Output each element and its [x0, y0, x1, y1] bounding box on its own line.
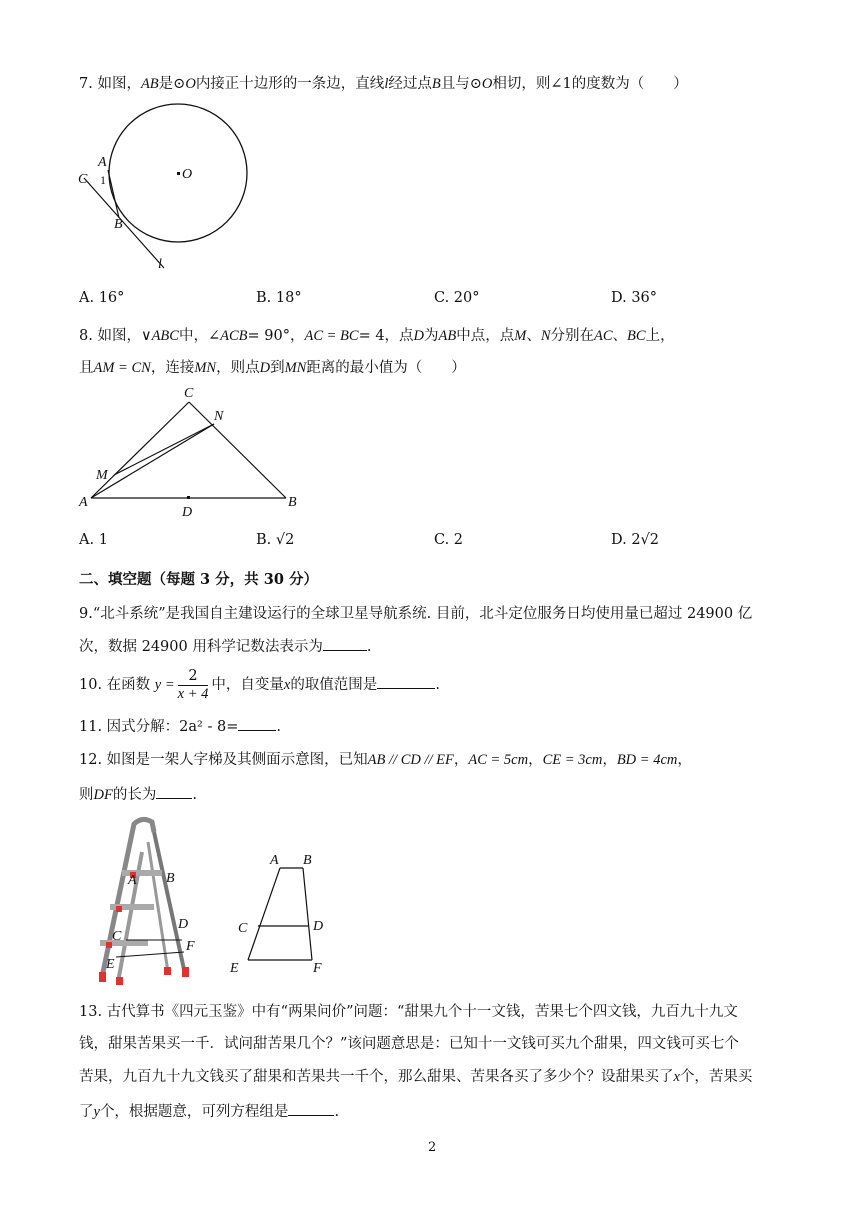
q9-text: . [366, 639, 372, 655]
q10-answer-blank[interactable] [377, 674, 435, 689]
q7-text: 是⊙ [158, 76, 186, 92]
q10-text: . [435, 677, 440, 693]
tangent-line-l [84, 178, 164, 268]
segment-ae [248, 868, 280, 960]
q8-text: 、 [612, 328, 628, 344]
q8-text: 中，∠ [178, 328, 221, 344]
q8-text: 为 [424, 328, 439, 344]
q7-text: 内接正十边形的一条边，直线 [195, 76, 385, 92]
q12-text: 的长为 [112, 787, 157, 803]
q13-var-x: x [673, 1069, 680, 1085]
q7-var-ab: AB [140, 76, 159, 92]
ladder-foot [99, 972, 106, 982]
label-c: C [238, 921, 248, 936]
q13-text: 苦果，九百九十九文钱买了甜果和苦果共一千个，那么甜果、苦果各买了多少个？设甜果买了 [79, 1069, 674, 1085]
q8-text: 8. 如图，∨ [79, 328, 152, 344]
q12-text: 则 [79, 787, 94, 803]
q8-stem-line2 [79, 358, 466, 378]
label-c: C [78, 172, 88, 187]
q13-line2: 钱，甜果苦果买一千．试问甜苦果几个？”该问题意思是：已知十一文钱可买九个甜果，四文钱可买七个 [79, 1036, 739, 1052]
q8-var: ACB [220, 328, 248, 344]
q8-text: 到 [270, 360, 285, 376]
q8-var: AC = BC [304, 328, 359, 344]
label-angle-1: 1 [100, 173, 106, 187]
label-a: A [270, 853, 279, 868]
q10-text: 的取值范围是 [290, 677, 378, 693]
q7-circle-figure [74, 100, 264, 280]
q13-line1: 13. 古代算书《四元玉鉴》中有“两果问价”问题：“甜果九个十一文钱，苦果七个四文钱，九百九十九文 [79, 1004, 738, 1020]
ladder-picture [82, 812, 207, 992]
label-a: A [79, 495, 88, 510]
q12-stem-line2 [79, 784, 197, 805]
q10-denominator: x + 4 [177, 685, 209, 702]
q8-text: = 4，点 [358, 328, 414, 344]
q7-stem [79, 74, 688, 94]
q10-numerator: 2 [178, 668, 209, 686]
ladder-foot [182, 967, 189, 977]
q9-answer-blank[interactable] [323, 636, 367, 651]
trapezoid-figure [224, 848, 334, 978]
q9-text: 次，数据 24900 用科学记数法表示为 [79, 639, 323, 655]
q7-option-c[interactable]: C. 20° [434, 290, 480, 306]
q8-stem-line1 [79, 326, 675, 346]
q8-text: 、 [526, 328, 541, 344]
q13-text: 个，根据题意，可列方程组是 [99, 1104, 289, 1120]
q8-text: 上， [645, 328, 675, 344]
page-number: 2 [428, 1140, 437, 1155]
label-n: N [214, 409, 224, 424]
q13-text: . [334, 1104, 340, 1120]
q8-option-c[interactable]: C. 2 [434, 532, 464, 548]
q11-stem [79, 716, 281, 737]
label-d: D [178, 917, 189, 932]
ladder-front-rail [102, 819, 154, 977]
q8-var: MN [284, 360, 307, 376]
q9-line1: 9.“北斗系统”是我国自主建设运行的全球卫星导航系统. 目前，北斗定位服务日均使用量已超过 24900 亿 [79, 606, 753, 622]
label-m: M [96, 468, 108, 483]
q12-text: ， [453, 752, 469, 768]
label-o: O [182, 167, 193, 182]
q7-text: 且与⊙ [440, 76, 482, 92]
label-b: B [114, 217, 123, 232]
q7-var-o: O [185, 76, 196, 92]
label-d: D [313, 919, 324, 934]
ladder-foot [164, 967, 171, 975]
q7-option-d[interactable]: D. 36° [611, 290, 658, 306]
q12-text: ， [602, 752, 617, 768]
q10-var-x: x [283, 677, 291, 693]
q8-var: D [259, 360, 271, 376]
side-ac [91, 402, 189, 498]
q8-text: 分别在 [550, 328, 595, 344]
brace-ef [116, 952, 184, 957]
q7-text: 7. 如图， [79, 76, 141, 92]
q12-var: AC = 5cm [468, 752, 529, 768]
midpoint-d [187, 496, 190, 499]
section-heading: 二、填空题（每题 3 分，共 30 分） [79, 571, 318, 588]
q12-var: BD = 4cm [616, 752, 678, 768]
q7-option-b[interactable]: B. 18° [256, 290, 302, 306]
q9-line2 [79, 636, 371, 657]
q8-var: AC [594, 328, 613, 344]
q12-answer-blank[interactable] [156, 784, 192, 799]
q13-var-y: y [93, 1104, 100, 1120]
q7-var-b: B [431, 76, 441, 92]
label-b: B [288, 495, 297, 510]
q13-line3 [79, 1067, 752, 1087]
q7-text: 相切，则∠1的度数为（ ） [492, 76, 688, 92]
q8-option-b[interactable]: B. √2 [256, 532, 295, 548]
ladder-hinge [116, 906, 122, 912]
label-e: E [106, 957, 115, 972]
q7-var-o: O [481, 76, 493, 92]
q10-stem [79, 664, 440, 706]
label-l: l [158, 257, 162, 272]
q7-var-l: l [384, 76, 389, 92]
q13-answer-blank[interactable] [288, 1101, 334, 1116]
side-bc [189, 402, 286, 498]
label-d: D [182, 505, 193, 520]
q8-text: 且 [79, 360, 94, 376]
q11-text: . [276, 719, 281, 735]
center-dot [177, 172, 180, 175]
q10-var-y: y = [154, 677, 175, 693]
q13-line4 [79, 1101, 339, 1122]
label-c: C [184, 386, 194, 401]
q8-var: D [413, 328, 425, 344]
q10-text: 10. 在函数 [79, 677, 151, 693]
q11-answer-blank[interactable] [238, 716, 276, 731]
q8-text: ，则点 [216, 360, 260, 376]
q10-fraction [178, 668, 209, 703]
q8-var: N [540, 328, 551, 344]
q12-text: ， [677, 752, 692, 768]
q8-text: ，连接 [150, 360, 195, 376]
q8-option-d[interactable]: D. 2√2 [611, 532, 660, 548]
q8-var: BC [627, 328, 646, 344]
q12-var: CE = 3cm [542, 752, 603, 768]
q8-text: 距离的最小值为（ ） [306, 360, 466, 376]
q8-option-a[interactable]: A. 1 [79, 532, 108, 548]
q8-text: 中点，点 [456, 328, 515, 344]
label-b: B [303, 853, 312, 868]
segment-an [91, 424, 214, 498]
q8-var: AM = CN [93, 360, 151, 376]
label-c: C [112, 929, 122, 944]
q7-option-a[interactable]: A. 16° [79, 290, 125, 306]
q12-stem-line1 [79, 750, 692, 770]
q12-text: 12. 如图是一架人字梯及其侧面示意图，已知 [79, 752, 368, 768]
q8-triangle-figure [74, 382, 314, 522]
q12-var: DF [93, 787, 113, 803]
label-f: F [313, 961, 322, 976]
q12-text: . [192, 787, 197, 803]
q12-text: ， [528, 752, 543, 768]
q8-var: AB [438, 328, 457, 344]
q8-var: ABC [151, 328, 179, 344]
segment-mn [114, 424, 214, 475]
label-a: A [98, 155, 107, 170]
q10-text: 中，自变量 [211, 677, 284, 693]
q11-text: 11. 因式分解：2a² - 8= [79, 719, 239, 735]
q13-text: 了 [79, 1104, 94, 1120]
q13-text: 个，苦果买 [679, 1069, 753, 1085]
q8-text: = 90°， [247, 328, 305, 344]
q8-var: MN [194, 360, 217, 376]
label-e: E [230, 961, 239, 976]
label-b: B [166, 871, 175, 886]
segment-bf [303, 868, 312, 960]
ladder-foot [116, 977, 123, 985]
q8-var: M [514, 328, 527, 344]
q12-var: AB // CD // EF [367, 752, 454, 768]
label-a: A [128, 873, 137, 888]
q7-text: 经过点 [388, 76, 432, 92]
label-f: F [186, 939, 195, 954]
